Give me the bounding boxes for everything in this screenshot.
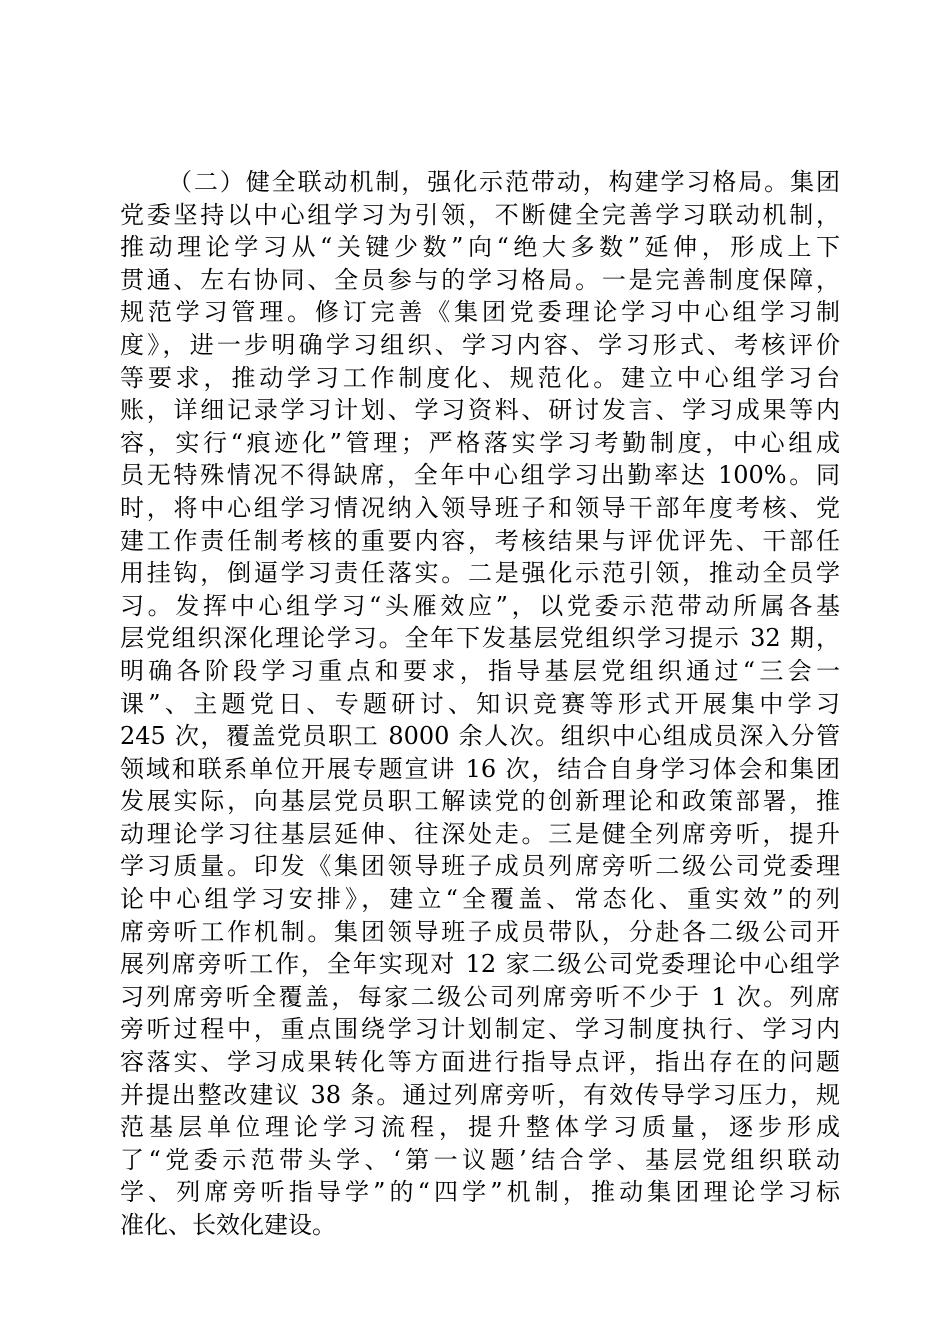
paragraph-line: 学习质量。印发《集团领导班子成员列席旁听二级公司党委理 (120, 852, 840, 881)
paragraph-line: 度》，进一步明确学习组织、学习内容、学习形式、考核评价 (120, 330, 840, 359)
paragraph-line: 推动理论学习从“关键少数”向“绝大多数”延伸，形成上下 (120, 233, 840, 262)
paragraph-line: 用挂钩，倒逼学习责任落实。二是强化示范引领，推动全员学 (120, 559, 840, 588)
paragraph-line: 容，实行“痕迹化”管理；严格落实学习考勤制度，中心组成 (120, 428, 840, 457)
paragraph-line: 论中心组学习安排》，建立“全覆盖、常态化、重实效”的列 (120, 885, 840, 914)
paragraph-line: 展列席旁听工作，全年实现对 12 家二级公司党委理论中心组学 (120, 950, 840, 979)
paragraph-line: 层党组织深化理论学习。全年下发基层党组织学习提示 32 期， (120, 624, 840, 653)
paragraph-line: 明确各阶段学习重点和要求，指导基层党组织通过“三会一 (120, 656, 840, 685)
paragraph-line: （二）健全联动机制，强化示范带动，构建学习格局。集团 (168, 168, 840, 196)
paragraph-line: 席旁听工作机制。集团领导班子成员带队，分赴各二级公司开 (120, 917, 840, 946)
paragraph-line: 贯通、左右协同、全员参与的学习格局。一是完善制度保障， (120, 265, 840, 294)
paragraph-line: 时，将中心组学习情况纳入领导班子和领导干部年度考核、党 (120, 493, 840, 522)
paragraph-line: 学、列席旁听指导学”的“四学”机制，推动集团理论学习标 (120, 1178, 840, 1207)
paragraph-line: 245 次，覆盖党员职工 8000 余人次。组织中心组成员深入分管 (120, 722, 840, 751)
paragraph-line: 规范学习管理。修订完善《集团党委理论学习中心组学习制 (120, 298, 840, 327)
paragraph-line: 发展实际，向基层党员职工解读党的创新理论和政策部署，推 (120, 787, 840, 816)
paragraph-line: 领域和联系单位开展专题宣讲 16 次，结合自身学习体会和集团 (120, 754, 840, 783)
paragraph-line: 课”、主题党日、专题研讨、知识竞赛等形式开展集中学习 (120, 689, 840, 718)
paragraph-line: 了“党委示范带头学、‘第一议题’结合学、基层党组织联动 (120, 1145, 840, 1174)
paragraph-line: 习。发挥中心组学习“头雁效应”，以党委示范带动所属各基 (120, 591, 840, 620)
paragraph-line: 建工作责任制考核的重要内容，考核结果与评优评先、干部任 (120, 526, 840, 555)
paragraph-line: 并提出整改建议 38 条。通过列席旁听，有效传导学习压力，规 (120, 1080, 840, 1109)
paragraph-line: 容落实、学习成果转化等方面进行指导点评，指出存在的问题 (120, 1048, 840, 1077)
paragraph-line: 账，详细记录学习计划、学习资料、研讨发言、学习成果等内 (120, 396, 840, 425)
paragraph-line: 准化、长效化建设。 (120, 1211, 336, 1239)
paragraph-line: 等要求，推动学习工作制度化、规范化。建立中心组学习台 (120, 363, 840, 392)
paragraph-line: 范基层单位理论学习流程，提升整体学习质量，逐步形成 (120, 1113, 840, 1142)
body-paragraph (120, 166, 840, 1242)
paragraph-line: 动理论学习往基层延伸、往深处走。三是健全列席旁听，提升 (120, 819, 840, 848)
paragraph-line: 党委坚持以中心组学习为引领，不断健全完善学习联动机制， (120, 200, 840, 229)
paragraph-line: 习列席旁听全覆盖，每家二级公司列席旁听不少于 1 次。列席 (120, 982, 840, 1011)
paragraph-line: 旁听过程中，重点围绕学习计划制定、学习制度执行、学习内 (120, 1015, 840, 1044)
paragraph-line: 员无特殊情况不得缺席，全年中心组学习出勤率达 100%。同 (120, 461, 840, 490)
